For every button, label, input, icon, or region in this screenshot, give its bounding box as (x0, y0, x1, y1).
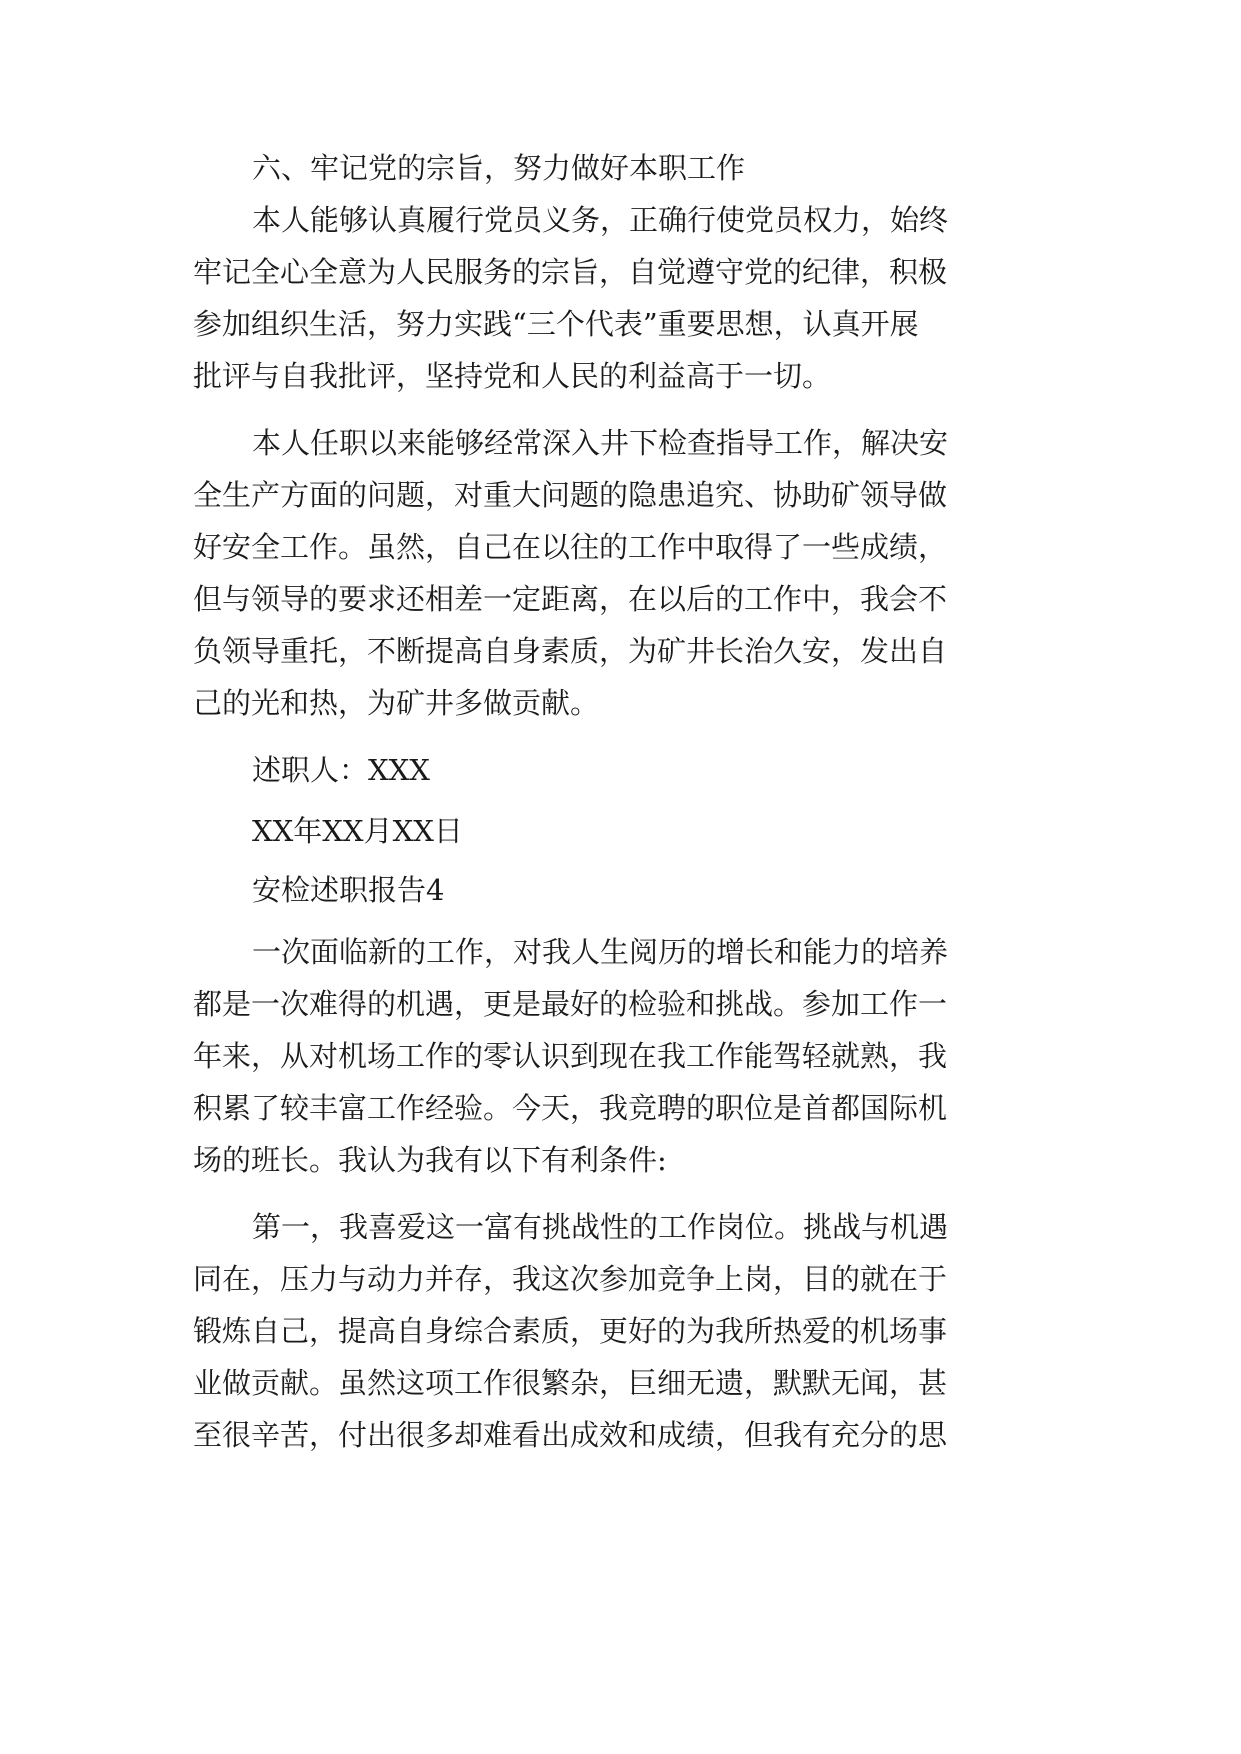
paragraph-line: 参加组织生活，努力实践“三个代表”重要思想，认真开展 (193, 307, 919, 341)
paragraph-line: 年来，从对机场工作的零认识到现在我工作能驾轻就熟，我 (193, 1039, 948, 1073)
paragraph-line: 积累了较丰富工作经验。今天，我竞聘的职位是首都国际机 (193, 1091, 948, 1125)
paragraph-line: 至很辛苦，付出很多却难看出成效和成绩，但我有充分的思 (193, 1418, 948, 1452)
paragraph-line: 全生产方面的问题，对重大问题的隐患追究、协助矿领导做 (193, 478, 948, 512)
date-line: XX年XX月XX日 (252, 814, 463, 848)
paragraph-line: 牢记全心全意为人民服务的宗旨，自觉遵守党的纪律，积极 (193, 255, 948, 289)
paragraph-line: 同在，压力与动力并存，我这次参加竞争上岗，目的就在于 (193, 1262, 948, 1296)
paragraph-line: 负领导重托，不断提高自身素质，为矿井长治久安，发出自 (193, 634, 948, 668)
paragraph-line: 一次面临新的工作，对我人生阅历的增长和能力的培养 (252, 935, 949, 969)
paragraph-line: 但与领导的要求还相差一定距离，在以后的工作中，我会不 (193, 582, 948, 616)
paragraph-line: 批评与自我批评，坚持党和人民的利益高于一切。 (193, 359, 832, 393)
paragraph-line: 好安全工作。虽然，自己在以往的工作中取得了一些成绩， (193, 530, 948, 564)
signature-line: 述职人：XXX (252, 753, 430, 787)
paragraph-line: 场的班长。我认为我有以下有利条件: (193, 1143, 667, 1177)
section-title: 安检述职报告4 (252, 873, 445, 907)
paragraph-line: 锻炼自己，提高自身综合素质，更好的为我所热爱的机场事 (193, 1314, 948, 1348)
paragraph-line: 都是一次难得的机遇，更是最好的检验和挑战。参加工作一 (193, 987, 948, 1021)
paragraph-line: 业做贡献。虽然这项工作很繁杂，巨细无遗，默默无闻，甚 (193, 1366, 948, 1400)
paragraph-line: 本人能够认真履行党员义务，正确行使党员权力，始终 (252, 203, 949, 237)
paragraph-line: 本人任职以来能够经常深入井下检查指导工作，解决安 (252, 426, 949, 460)
heading-line: 六、牢记党的宗旨，努力做好本职工作 (252, 151, 746, 185)
paragraph-line: 第一，我喜爱这一富有挑战性的工作岗位。挑战与机遇 (252, 1210, 949, 1244)
paragraph-line: 己的光和热，为矿井多做贡献。 (193, 686, 600, 720)
